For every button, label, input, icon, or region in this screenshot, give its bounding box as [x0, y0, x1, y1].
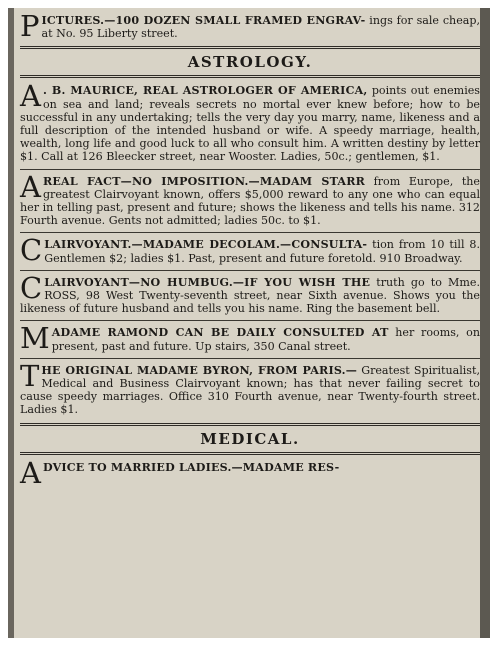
ad-decolam	[20, 233, 480, 268]
ad-lead: LAIRVOYANT—NO HUMBUG.—IF YOU WISH THE	[44, 275, 371, 289]
ad-starr	[20, 169, 480, 230]
drop-initial: P	[20, 9, 40, 43]
drop-initial: C	[20, 270, 43, 305]
paper-right-edge	[480, 8, 490, 638]
drop-initial: A	[20, 169, 41, 204]
drop-initial: M	[20, 321, 50, 356]
pictures-ad	[20, 9, 480, 43]
ad-byron	[20, 358, 480, 419]
ad-body: ings for sale cheap, at No. 95 Liberty street.	[41, 14, 480, 41]
ad-lead: HE ORIGINAL MADAME BYRON, FROM PARIS.—	[41, 363, 358, 377]
ad-married-ladies	[20, 455, 480, 490]
section-heading-medical: MEDICAL.	[200, 429, 300, 448]
section-heading-astrology: ASTROLOGY.	[187, 53, 313, 72]
section-divider	[20, 423, 480, 426]
ad-divider	[20, 169, 480, 170]
ad-column	[20, 9, 481, 490]
section-divider	[20, 452, 480, 455]
drop-initial: A	[20, 79, 41, 114]
ad-body: Greatest Spiritualist, Medical and Business Clairvoyant known; has that never failing secret to cause speedy marriages. Office 310 Fourth avenue, near Twenty-fourth street. Ladies $1.	[20, 363, 480, 417]
ad-body: from Europe, the greatest Clairvoyant known, offers $5,000 reward to any one who can equal her in telling past, present and future; shows the likeness and tells his name. 312 Fourth avenue. Gents not admitted; ladies 50c. to $1.	[20, 174, 480, 228]
ad-lead: LAIRVOYANT.—MADAME DECOLAM.—CONSULTA-	[44, 238, 368, 252]
paper-left-edge	[8, 8, 14, 638]
ad-divider	[20, 358, 480, 359]
newspaper-clipping	[8, 8, 490, 638]
ad-divider	[20, 320, 480, 321]
ad-body: tion from 10 till 8. Gentlemen $2; ladies $1. Past, present and future foretold. 910 Broadway.	[44, 238, 480, 265]
drop-initial: A	[20, 455, 41, 490]
ad-divider	[20, 232, 480, 233]
ad-maurice	[20, 79, 480, 165]
ad-lead: . B. MAURICE, REAL ASTROLOGER OF AMERICA,	[42, 84, 368, 98]
ad-lead: DVICE TO MARRIED LADIES.—MADAME RES-	[42, 460, 340, 474]
ad-body: truth go to Mme. ROSS, 98 West Twenty-seventh street, near Sixth avenue. Shows you the likeness of future husband and tells you his name. Ring the basement bell.	[20, 275, 480, 316]
ad-body: points out enemies on sea and land; reveals secrets no mortal ever knew before; how to be successful in any undertaking; tells the very day you marry, name, likeness and a full description of the intended husband or wife. A speedy marriage, health, wealth, long life and good luck to all who consult him. A written destiny by letter $1. Call at 126 Bleecker street, near Wooster. Ladies, 50c.; gentlemen, $1.	[20, 84, 480, 164]
section-divider	[20, 46, 480, 49]
ad-lead: ICTURES.—100 DOZEN SMALL FRAMED ENGRAV-	[41, 14, 366, 27]
section-divider	[20, 75, 480, 78]
ad-ross	[20, 270, 480, 318]
drop-initial: C	[20, 233, 43, 268]
ad-ramond	[20, 321, 481, 356]
ad-lead: ADAME RAMOND CAN BE DAILY CONSULTED AT	[51, 326, 389, 340]
ad-lead: REAL FACT—NO IMPOSITION.—MADAM STARR	[42, 174, 366, 188]
drop-initial: T	[20, 358, 40, 393]
ad-body: her rooms, on present, past and future. Up stairs, 350 Canal street.	[51, 326, 481, 353]
ad-divider	[20, 270, 480, 271]
